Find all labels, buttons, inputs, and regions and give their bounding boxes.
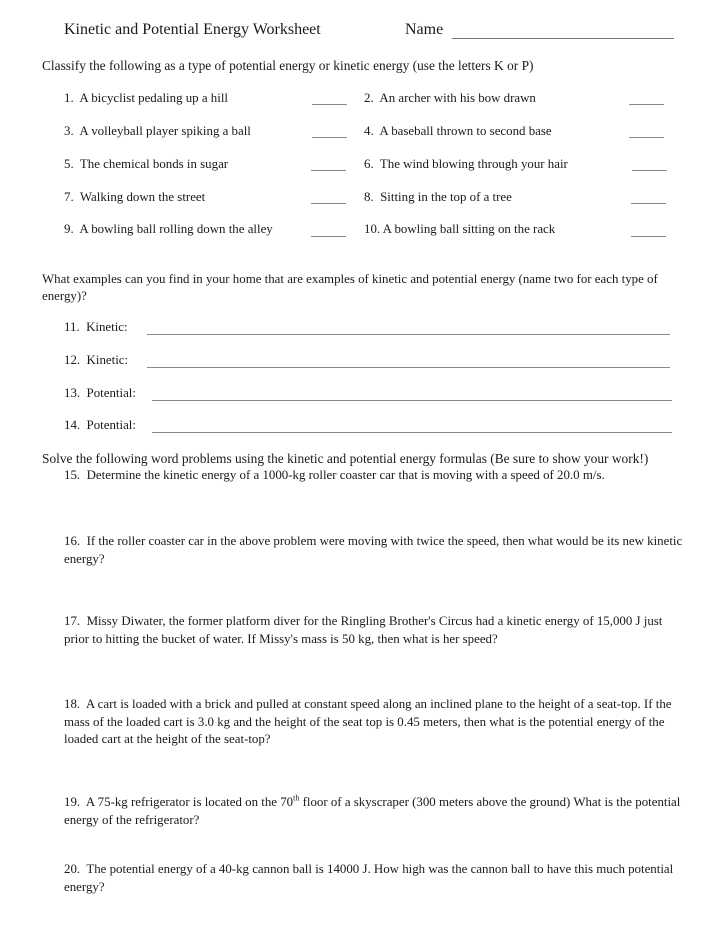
problem-text-start: A 75-kg refrigerator is located on the 70: [85, 795, 294, 809]
item-text: Sitting in the top of a tree: [380, 190, 512, 204]
item-text: The wind blowing through your hair: [379, 157, 568, 171]
kinetic-answer-11[interactable]: [147, 334, 670, 335]
problem-20: [64, 861, 674, 896]
problem-text: If the roller coaster car in the above problem were moving with twice the speed, then what would be its new kinetic energy?: [64, 534, 683, 566]
item-text: A bowling ball rolling down the alley: [79, 222, 273, 236]
classify-item-10: [364, 222, 555, 237]
kinetic-answer-12[interactable]: [147, 367, 670, 368]
classify-instructions: Classify the following as a type of potential energy or kinetic energy (use the letters K or P): [42, 58, 534, 73]
item-text: A baseball thrown to second base: [379, 124, 552, 138]
problem-text: A cart is loaded with a brick and pulled at constant speed along an inclined plane to the height of a seat-top. If the mass of the loaded cart is 3.0 kg and the height of the seat top is 0.45 meters, then what is the potential energy of the loaded cart at the height of the seat-top?: [64, 697, 672, 746]
problem-text: The potential energy of a 40-kg cannon ball is 14000 J. How high was the cannon ball to have this much potential energy?: [64, 862, 674, 894]
problem-text: Determine the kinetic energy of a 1000-kg roller coaster car that is moving with a speed of 20.0 m/s.: [86, 468, 605, 482]
item-number: 3.: [64, 124, 74, 138]
item-text: The chemical bonds in sugar: [79, 157, 229, 171]
classify-item-9: [64, 222, 273, 237]
item-number: 7.: [64, 190, 74, 204]
classify-item-5: [64, 157, 228, 172]
answer-blank-2[interactable]: [629, 104, 664, 105]
problem-number: 15.: [64, 468, 81, 482]
problem-19: [64, 794, 694, 829]
ordinal-suffix: th: [293, 793, 300, 803]
problem-18: [64, 696, 692, 749]
potential-label-14: 14. Potential:: [64, 418, 136, 432]
item-number: 1.: [64, 91, 74, 105]
item-number: 8.: [364, 190, 374, 204]
answer-blank-1[interactable]: [312, 104, 347, 105]
kinetic-label-12: 12. Kinetic:: [64, 353, 129, 367]
kinetic-label-11: 11. Kinetic:: [64, 320, 128, 334]
item-text: A volleyball player spiking a ball: [79, 124, 251, 138]
worksheet-title: Kinetic and Potential Energy Worksheet: [64, 21, 321, 38]
problem-15: [64, 467, 704, 485]
answer-blank-6[interactable]: [632, 170, 667, 171]
item-text: A bicyclist pedaling up a hill: [79, 91, 228, 105]
classify-item-4: [364, 124, 552, 139]
item-number: 10.: [364, 222, 381, 236]
item-text: An archer with his bow drawn: [379, 91, 536, 105]
problem-text: Missy Diwater, the former platform diver for the Ringling Brother's Circus had a kinetic energy of 15,000 J just prior to hitting the bucket of water. If Missy's mass is 50 kg, then what is her speed?: [64, 614, 663, 646]
classify-item-1: [64, 91, 228, 106]
name-label: Name: [405, 21, 444, 38]
item-text: Walking down the street: [79, 190, 206, 204]
classify-item-7: [64, 190, 205, 205]
problem-text-end: floor of a skyscraper (300 meters above the ground) What is the potential energy of the refrigerator?: [64, 795, 681, 827]
classify-item-3: [64, 124, 251, 139]
classify-item-6: [364, 157, 568, 172]
problem-16: [64, 533, 689, 568]
item-number: 5.: [64, 157, 74, 171]
problem-number: 16.: [64, 534, 81, 548]
item-number: 2.: [364, 91, 374, 105]
answer-blank-5[interactable]: [311, 170, 346, 171]
problem-number: 19.: [64, 795, 81, 809]
classify-item-8: [364, 190, 512, 205]
home-examples-instructions: What examples can you find in your home that are examples of kinetic and potential energy (name two for each type of energy)?: [42, 272, 658, 303]
answer-blank-4[interactable]: [629, 137, 664, 138]
answer-blank-3[interactable]: [312, 137, 347, 138]
item-text: A bowling ball sitting on the rack: [382, 222, 556, 236]
answer-blank-7[interactable]: [311, 203, 346, 204]
item-number: 9.: [64, 222, 74, 236]
potential-label-13: 13. Potential:: [64, 386, 136, 400]
answer-blank-8[interactable]: [631, 203, 666, 204]
name-field[interactable]: [452, 38, 674, 39]
problem-number: 18.: [64, 697, 81, 711]
potential-answer-13[interactable]: [152, 400, 672, 401]
problem-number: 20.: [64, 862, 81, 876]
problem-number: 17.: [64, 614, 81, 628]
potential-answer-14[interactable]: [152, 432, 672, 433]
answer-blank-10[interactable]: [631, 236, 666, 237]
problem-17: [64, 613, 664, 648]
item-number: 4.: [364, 124, 374, 138]
word-problems-instructions: Solve the following word problems using the kinetic and potential energy formulas (Be sure to show your work!): [42, 451, 649, 466]
classify-item-2: [364, 91, 536, 106]
answer-blank-9[interactable]: [311, 236, 346, 237]
item-number: 6.: [364, 157, 374, 171]
